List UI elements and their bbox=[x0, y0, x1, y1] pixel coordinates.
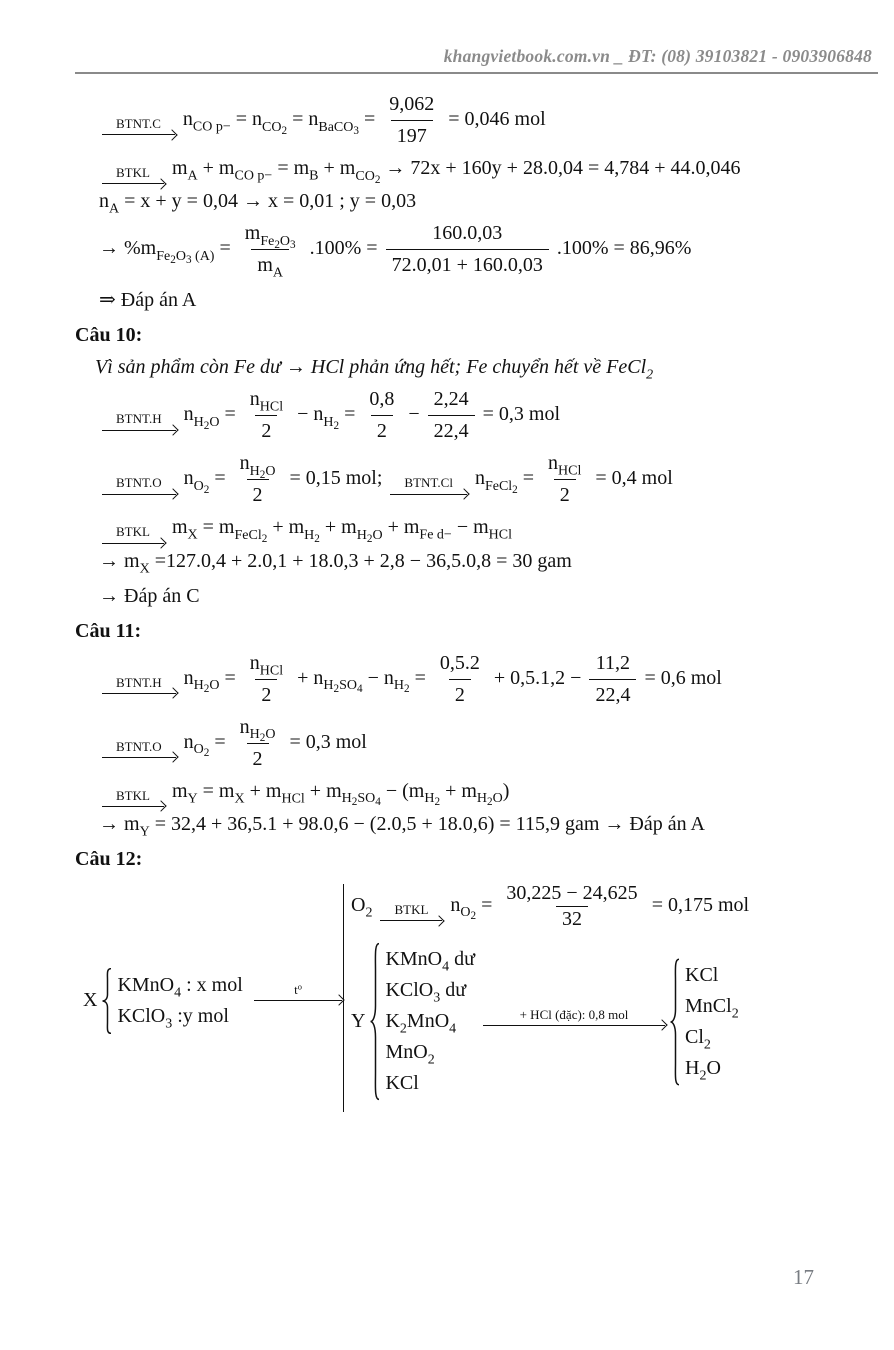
products-item-0: KCl bbox=[685, 963, 719, 986]
subscript: BaCO3 bbox=[318, 119, 359, 137]
line-c11-my: → $m_Y = 32,4 + 36,5.1 + 98.0,6 - (2.0,5 + 18.0,6) = 115,9$ gam → Đáp án A bbox=[99, 812, 705, 840]
line-c9-percent: → $\%m_{Fe_2O_3 (A)}$ = $\frac{m_{Fe_2O_3}}{m_A}$ .100% = $\frac{160.0,03}{72.0,01 + 160.0,03}$ .100% = 86,96% bbox=[99, 219, 878, 280]
subscript: 2 bbox=[703, 1037, 711, 1053]
fraction-denominator: $m_A$ bbox=[251, 249, 289, 280]
subscript: 4 bbox=[375, 795, 381, 808]
subscript: H2O bbox=[356, 527, 383, 545]
fraction-denominator: 2 bbox=[371, 415, 393, 446]
fraction bbox=[542, 449, 587, 510]
hcl-arrow bbox=[483, 1007, 665, 1026]
arrow-label: BTNT.H bbox=[116, 411, 162, 427]
subscript: Fe2O3 (A) bbox=[156, 248, 215, 266]
subscript: O2 bbox=[193, 478, 210, 496]
line-c10-btnt-h: BTNT.H $n_{H_2O}$ = $\frac{n_{HCl}}{2}$ − $n_{H_2}$ = $\frac{0,8}{2}$ − $\frac{2,24}{22,4}$ = 0,3 mol bbox=[99, 385, 878, 446]
hcl-arrow-shaft bbox=[483, 1025, 665, 1026]
labeled-arrow-icon bbox=[102, 411, 176, 430]
subscript: 2 bbox=[434, 795, 441, 808]
subscript: CO2 bbox=[355, 168, 381, 186]
subscript: 2 bbox=[274, 238, 280, 251]
fraction-denominator: 2 bbox=[554, 479, 576, 510]
labeled-arrow-icon bbox=[102, 739, 176, 758]
line-cau-11: Câu 11: bbox=[75, 619, 142, 642]
subscript: Fe d− bbox=[419, 527, 452, 543]
mixture-y-item-1: KClO$_3$ dư bbox=[385, 978, 467, 1006]
left-brace-icon bbox=[368, 942, 381, 1101]
subscript: H2 bbox=[424, 791, 441, 808]
subscript: 4 bbox=[357, 682, 363, 695]
fraction-numerator: 30,225 − 24,625 bbox=[506, 881, 638, 904]
mixture-y-group bbox=[351, 942, 475, 1101]
arrow-shaft bbox=[390, 494, 467, 495]
subscript: FeCl2 bbox=[484, 478, 518, 496]
subscript: H2 bbox=[304, 527, 320, 545]
labeled-arrow-icon bbox=[102, 675, 176, 694]
labeled-arrow-icon bbox=[102, 116, 175, 135]
fraction-numerator: 0,5.2 bbox=[439, 651, 480, 674]
subscript: 2 bbox=[170, 253, 176, 266]
subscript: O2 bbox=[460, 905, 477, 923]
products-group bbox=[668, 958, 739, 1086]
arrow-label: BTNT.O bbox=[116, 475, 162, 491]
subscript: 2 bbox=[374, 173, 381, 186]
subscript: 2 bbox=[699, 1068, 707, 1084]
fraction-denominator: 2 bbox=[247, 743, 269, 774]
subscript: A bbox=[109, 201, 120, 217]
fraction bbox=[234, 713, 282, 774]
subscript: X bbox=[187, 527, 198, 543]
subscript: B bbox=[309, 168, 319, 184]
line-c9-answer: ⇒ Đáp án A bbox=[99, 289, 197, 312]
products-item-3: $H_2O$ bbox=[685, 1056, 721, 1084]
subscript: 2 bbox=[365, 905, 373, 921]
subscript: Y bbox=[139, 824, 150, 840]
subscript: H2O bbox=[249, 727, 276, 744]
subscript: 2 bbox=[314, 532, 320, 545]
fraction bbox=[383, 90, 440, 151]
line-c10-note: Vì sản phẩm còn Fe dư → HCl phản ứng hết; Fe chuyển hết về FeCl$_2$ bbox=[95, 356, 654, 383]
subscript: 2 bbox=[427, 1052, 435, 1068]
subscript: 2 bbox=[203, 419, 210, 432]
subscript: 2 bbox=[646, 367, 654, 383]
fraction-denominator: 2 bbox=[255, 415, 277, 446]
line-c10-answer: → Đáp án C bbox=[99, 584, 200, 607]
fraction bbox=[244, 385, 289, 446]
arrow-shaft bbox=[380, 920, 442, 921]
subscript: CO2 bbox=[262, 119, 288, 137]
mixture-y-item-2: $K_2MnO_4$ bbox=[385, 1009, 457, 1037]
line-c9-btnt-c: BTNT.C $n_{CO p-} = n_{CO_2} = n_{BaCO_3}$ = $\frac{9,062}{197}$ = 0,046 mol bbox=[99, 90, 878, 151]
subscript: H2 bbox=[323, 414, 340, 432]
line-c9-na: $n_A = x + y = 0,04 \to x = 0,01$ ; y = 0,03 bbox=[99, 190, 417, 217]
subscript: H2O bbox=[193, 678, 220, 695]
subscript: H2SO4 bbox=[341, 791, 381, 808]
hcl-arrow-label: + HCl (đặc): 0,8 mol bbox=[519, 1006, 629, 1022]
arrow-shaft bbox=[102, 494, 176, 495]
subscript: H2O bbox=[193, 414, 220, 432]
subscript: 2 bbox=[731, 1006, 739, 1022]
subscript: Fe2O3 bbox=[260, 233, 296, 251]
fraction-denominator: 72.0,01 + 160.0,03 bbox=[386, 249, 549, 280]
line-c11-btnt-h: BTNT.H $n_{H_2O}$ = $\frac{n_{HCl}}{2}$ + $n_{H_2SO_4} - n_{H_2}$ = $\frac{0,5.2}{2}$ + 0,5.1,2 − $\frac{11,2}{22,4}$ = 0,6 mol bbox=[99, 649, 878, 710]
arrow-shaft bbox=[102, 806, 164, 807]
line-c10-btkl: BTKL $m_X = m_{FeCl_2} + m_{H_2} + m_{H_2O} + m_{Fe d-} - m_{HCl}$ bbox=[99, 513, 878, 543]
subscript: HCl bbox=[259, 663, 284, 679]
subscript: 2 bbox=[399, 1021, 407, 1037]
fraction-numerator: $n_{HCl}$ bbox=[548, 452, 582, 479]
labeled-arrow-icon bbox=[102, 475, 176, 494]
fraction-numerator: $n_{HCl}$ bbox=[249, 388, 284, 415]
subscript: FeCl2 bbox=[234, 527, 268, 545]
subscript: 3 bbox=[185, 253, 192, 266]
heat-arrow-label: $t^o$ bbox=[294, 981, 302, 997]
fraction bbox=[500, 882, 643, 931]
subscript: HCl bbox=[488, 527, 512, 543]
arrow-shaft bbox=[102, 693, 176, 694]
subscript: 2 bbox=[366, 532, 373, 545]
subscript: 2 bbox=[261, 532, 268, 545]
subscript: O2 bbox=[193, 742, 210, 759]
fraction-denominator: 2 bbox=[449, 679, 471, 710]
arrow-label: BTKL bbox=[394, 901, 429, 917]
fraction-denominator: 32 bbox=[556, 906, 588, 931]
mixture-y-item-4: KCl bbox=[385, 1071, 419, 1094]
subscript: 2 bbox=[203, 682, 210, 695]
mixture-x-item-0: KMnO$_4$ : x mol bbox=[117, 973, 243, 1001]
superscript: o bbox=[297, 981, 302, 992]
subscript: 3 bbox=[353, 124, 359, 137]
line-c9-btkl: BTKL $m_A + m_{CO p-} = m_B + m_{CO_2} \to 72x + 160y + 28.0,04 = 4,784 + 44.0,046$ bbox=[99, 154, 878, 184]
heat-arrow bbox=[254, 982, 342, 1001]
subscript: 2 bbox=[259, 468, 266, 481]
fraction-denominator: 197 bbox=[391, 120, 433, 151]
subscript: 2 bbox=[203, 746, 210, 759]
o2-btkl-line: $O_2$ BTKL $n_{O_2}$ = $\frac{30,225 - 24,625}{32}$ = 0,175 mol bbox=[351, 881, 750, 930]
subscript: HCl bbox=[281, 791, 305, 807]
solution-lines bbox=[75, 90, 878, 874]
mixture-x-label: X bbox=[83, 989, 98, 1012]
mixture-y-item-3: MnO$_2$ bbox=[385, 1040, 435, 1068]
subscript: 2 bbox=[333, 419, 340, 432]
subscript: 2 bbox=[404, 682, 410, 695]
fraction-numerator: $n_{H_2O}$ bbox=[239, 715, 276, 744]
arrow-label: BTNT.H bbox=[116, 674, 162, 690]
arrow-shaft bbox=[102, 543, 164, 544]
subscript: 4 bbox=[442, 959, 450, 975]
mixture-x-items bbox=[117, 970, 242, 1032]
fraction-numerator: $n_{HCl}$ bbox=[249, 651, 284, 679]
mixture-x-item-1: KClO$_3$ :y mol bbox=[117, 1004, 229, 1032]
fraction-numerator: 160.0,03 bbox=[432, 222, 503, 245]
subscript: 3 bbox=[165, 1016, 173, 1032]
fraction-denominator: 22,4 bbox=[428, 415, 475, 446]
arrow-shaft bbox=[102, 757, 176, 758]
subscript: Y bbox=[187, 791, 198, 807]
fraction bbox=[434, 649, 486, 710]
labeled-arrow-icon bbox=[102, 524, 164, 543]
heat-arrow-shaft bbox=[254, 1000, 342, 1001]
products-items bbox=[685, 960, 739, 1084]
subscript: 2 bbox=[487, 795, 493, 808]
fraction-numerator: 2,24 bbox=[433, 388, 469, 411]
left-brace-icon bbox=[100, 968, 113, 1034]
arrow-label: BTKL bbox=[116, 524, 150, 540]
arrow-label: BTKL bbox=[116, 787, 150, 803]
subscript: CO p− bbox=[234, 168, 273, 184]
subscript: HCl bbox=[259, 399, 284, 415]
subscript: 3 bbox=[433, 990, 441, 1006]
labeled-arrow-icon bbox=[390, 475, 467, 494]
cau12-diagram bbox=[75, 882, 878, 1122]
fraction-numerator: 0,8 bbox=[369, 388, 395, 411]
products-item-2: $Cl_2$ bbox=[685, 1025, 711, 1053]
arrow-label: BTNT.O bbox=[116, 738, 162, 754]
arrow-shaft bbox=[102, 430, 176, 431]
subscript: 4 bbox=[449, 1021, 457, 1037]
fraction-numerator: $n_{H_2O}$ bbox=[239, 452, 276, 481]
fraction bbox=[244, 649, 289, 710]
subscript: 4 bbox=[174, 985, 182, 1001]
page-number: 17 bbox=[793, 1265, 814, 1289]
mixture-x-group bbox=[83, 968, 243, 1034]
arrow-shaft bbox=[102, 134, 175, 135]
products-item-1: MnCl$_2$ bbox=[685, 994, 739, 1022]
labeled-arrow-icon bbox=[380, 902, 442, 921]
subscript: 2 bbox=[470, 910, 477, 923]
subscript: A bbox=[272, 265, 284, 281]
fraction bbox=[428, 385, 475, 446]
mixture-y-item-0: KMnO$_4$ dư bbox=[385, 947, 475, 975]
subscript: CO p− bbox=[192, 119, 231, 135]
subscript: X bbox=[139, 561, 150, 577]
fraction-numerator: 9,062 bbox=[389, 93, 435, 115]
subscript: 2 bbox=[259, 731, 266, 744]
subscript: H2O bbox=[476, 791, 503, 808]
header-rule bbox=[75, 72, 878, 74]
fraction-numerator: $m_{Fe_2O_3}$ bbox=[244, 222, 296, 251]
fraction-denominator: 22,4 bbox=[589, 679, 636, 710]
arrow-label: BTKL bbox=[116, 165, 150, 180]
subscript: 2 bbox=[281, 124, 288, 137]
fraction bbox=[239, 219, 302, 280]
labeled-arrow-icon bbox=[102, 165, 164, 184]
fraction bbox=[589, 649, 636, 710]
diagram-divider-line bbox=[343, 884, 344, 1112]
subscript: H2O bbox=[249, 463, 276, 481]
line-c10-mx: → $m_X =127.0,4 + 2.0,1 + 18.0,3 + 2,8 - 36,5.0,8 = 30$ gam bbox=[99, 549, 572, 577]
subscript: HCl bbox=[558, 463, 582, 479]
subscript: H2 bbox=[393, 678, 410, 695]
arrow-shaft bbox=[102, 183, 164, 184]
fraction bbox=[363, 385, 400, 446]
line-c11-btnt-o: BTNT.O $n_{O_2}$ = $\frac{n_{H_2O}}{2}$ = 0,3 mol bbox=[99, 713, 878, 774]
subscript: 2 bbox=[351, 795, 358, 808]
fraction-denominator: 2 bbox=[255, 679, 277, 710]
subscript: 2 bbox=[512, 483, 518, 496]
subscript: A bbox=[187, 168, 198, 184]
fraction bbox=[386, 219, 549, 280]
labeled-arrow-icon bbox=[102, 788, 164, 807]
subscript: 2 bbox=[203, 483, 210, 496]
subscript: H2SO4 bbox=[323, 678, 363, 695]
site-header-text: khangvietbook.com.vn _ ĐT: (08) 39103821 - 0903906848 bbox=[443, 46, 872, 66]
subscript: 2 bbox=[333, 682, 340, 695]
line-cau-12: Câu 12: bbox=[75, 847, 143, 870]
subscript: 3 bbox=[290, 238, 296, 251]
subscript: X bbox=[234, 791, 245, 807]
arrow-label: BTNT.C bbox=[116, 116, 161, 132]
line-cau-10: Câu 10: bbox=[75, 324, 143, 347]
line-c10-btnt-o-cl: BTNT.O $n_{O_2}$ = $\frac{n_{H_2O}}{2}$ = 0,15 mol; BTNT.Cl $n_{FeCl_2}$ = $\frac{n_{HCl}}{2}$ = 0,4 mol bbox=[99, 449, 878, 510]
fraction-denominator: 2 bbox=[247, 479, 269, 510]
mixture-y-label: Y bbox=[351, 1009, 366, 1032]
arrow-label: BTNT.Cl bbox=[404, 475, 453, 491]
mixture-y-items bbox=[385, 944, 475, 1099]
line-c11-btkl: BTKL $m_Y = m_X + m_{HCl} + m_{H_2SO_4} - (m_{H_2} + m_{H_2O})$ bbox=[99, 777, 878, 807]
fraction bbox=[234, 449, 282, 510]
left-brace-icon bbox=[668, 958, 681, 1086]
fraction-numerator: 11,2 bbox=[595, 651, 631, 674]
